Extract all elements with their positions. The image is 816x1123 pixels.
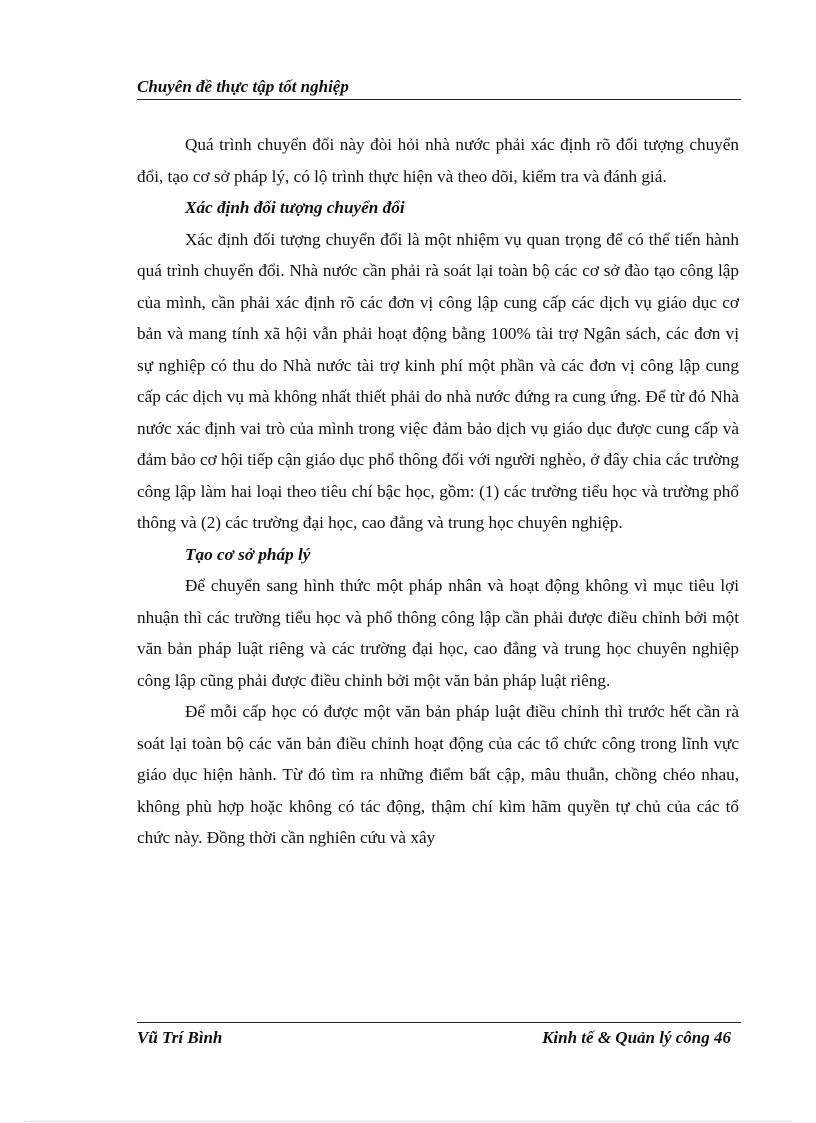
section-heading-legal-basis: Tạo cơ sở pháp lý: [185, 544, 311, 564]
paragraph-legal-review: Để mỗi cấp học có được một văn bản pháp luật điều chỉnh thì trước hết cần rà soát lại toàn bộ các văn bản điều chỉnh hoạt động của các tổ chức công trong lĩnh vực giáo dục hiện hành. Từ đó tìm ra những điểm bất cập, mâu thuẫn, chồng chéo nhau, không phù hợp hoặc không có tác động, thậm chí kìm hãm quyền tự chủ của các tổ chức này. Đồng thời cần nghiên cứu và xây: [137, 702, 739, 847]
paragraph-determine-targets: Xác định đối tượng chuyển đổi là một nhiệm vụ quan trọng để có thể tiến hành quá trình chuyển đổi. Nhà nước cần phải rà soát lại toàn bộ các cơ sở đào tạo công lập của mình, cần phải xác định rõ các đơn vị công lập cung cấp các dịch vụ giáo dục cơ bản và mang tính xã hội vẫn phải hoạt động bằng 100% tài trợ Ngân sách, các đơn vị sự nghiệp có thu do Nhà nước tài trợ kinh phí một phần và các đơn vị công lập cung cấp các dịch vụ mà không nhất thiết phải do nhà nước đứng ra cung ứng. Để từ đó Nhà nước xác định vai trò của mình trong việc đảm bảo dịch vụ giáo dục được cung cấp và đảm bảo cơ hội tiếp cận giáo dục phổ thông đối với người nghèo, ở đây chia các trường công lập làm hai loại theo tiêu chí bậc học, gồm: (1) các trường tiểu học và trường phổ thông và (2) các trường đại học, cao đẳng và trung học chuyên nghiệp.: [137, 229, 739, 532]
page-bottom-edge: [24, 1121, 792, 1122]
header-divider: [137, 99, 741, 100]
page-footer: [137, 1027, 731, 1049]
document-body: [137, 129, 739, 854]
footer-author: Vũ Trí Bình: [137, 1028, 223, 1047]
page-header-title: Chuyên đề thực tập tốt nghiệp: [137, 77, 349, 96]
footer-divider: [137, 1022, 741, 1023]
footer-class-page: Kinh tế & Quản lý công 46: [542, 1028, 731, 1047]
paragraph-intro: Quá trình chuyển đổi này đòi hỏi nhà nước phải xác định rõ đối tượng chuyển đổi, tạo cơ sở pháp lý, có lộ trình thực hiện và theo dõi, kiểm tra và đánh giá.: [137, 135, 739, 186]
paragraph-legal-basis: Để chuyển sang hình thức một pháp nhân và hoạt động không vì mục tiêu lợi nhuận thì các trường tiểu học và phổ thông công lập cần phải được điều chỉnh bởi một văn bản pháp luật riêng và các trường đại học, cao đẳng và trung học chuyên nghiệp công lập cũng phải được điều chỉnh bởi một văn bản pháp luật riêng.: [137, 576, 739, 690]
section-heading-determine-targets: Xác định đối tượng chuyển đổi: [185, 198, 405, 217]
